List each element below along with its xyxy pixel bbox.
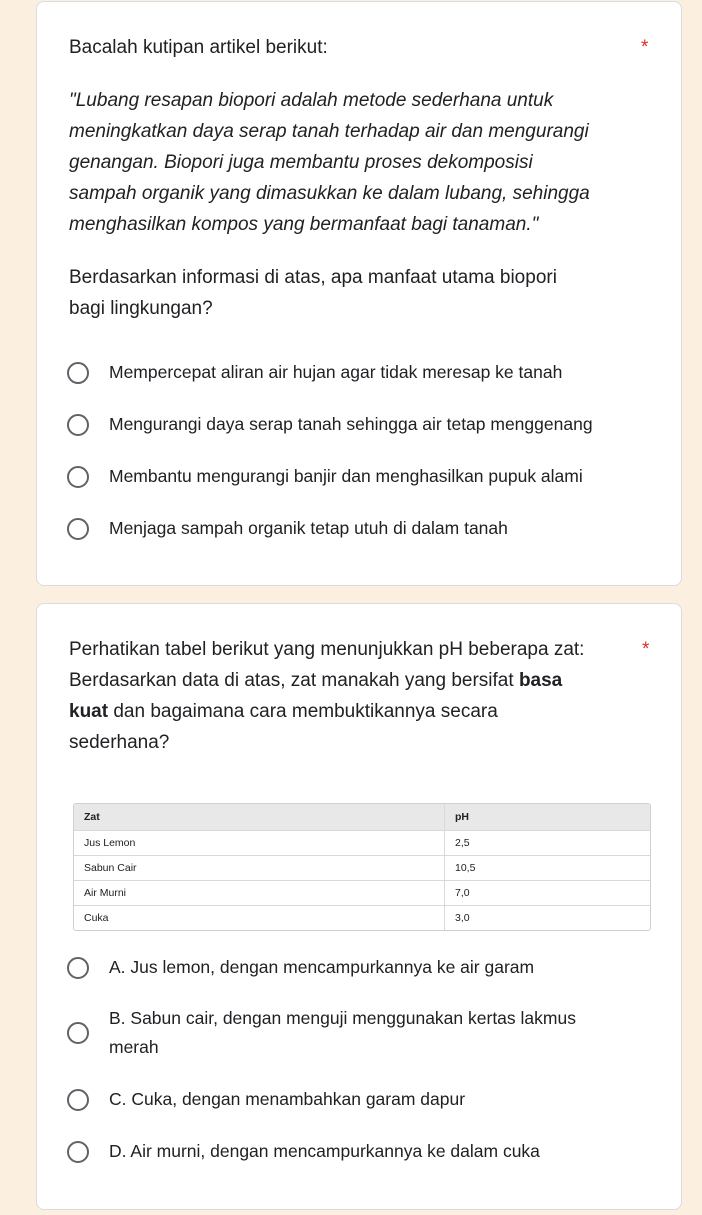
question-line: Berdasarkan informasi di atas, apa manfaat utama biopori <box>69 267 557 288</box>
radio-button[interactable] <box>67 414 89 436</box>
ph-table <box>73 803 651 931</box>
table-header-cell: Zat <box>74 804 445 830</box>
option-label: Membantu mengurangi banjir dan menghasilkan pupuk alami <box>109 466 583 486</box>
table-header-row <box>74 804 650 830</box>
option-label: Mengurangi daya serap tanah sehingga air tetap menggenang <box>109 414 593 434</box>
table-row <box>74 880 650 905</box>
table-cell: Cuka <box>74 906 445 930</box>
bold-term: basa <box>518 670 563 691</box>
table-cell: Jus Lemon <box>74 831 445 855</box>
radio-button[interactable] <box>67 1089 89 1111</box>
radio-button[interactable] <box>67 1022 89 1044</box>
radio-button[interactable] <box>67 466 89 488</box>
option-label: Mempercepat aliran air hujan agar tidak meresap ke tanah <box>109 362 563 382</box>
table-cell: 3,0 <box>455 912 470 924</box>
quote-line: sampah organik yang dimasukkan ke dalam lubang, sehingga <box>69 183 590 204</box>
option-radio-a[interactable] <box>67 953 667 982</box>
option-label-line: merah <box>109 1037 159 1057</box>
quote-line: menghasilkan kompos yang bermanfaat bagi tanaman." <box>69 214 539 235</box>
question-line: sederhana? <box>69 732 170 753</box>
question-text-part: dan bagaimana cara membuktikannya secara <box>108 701 498 722</box>
question-line <box>69 696 649 727</box>
quote-line: genangan. Biopori juga membantu proses dekomposisi <box>69 152 533 173</box>
radio-button[interactable] <box>67 362 89 384</box>
question-card-2 <box>36 603 682 1210</box>
table-cell: 2,5 <box>455 837 470 849</box>
option-radio-4[interactable] <box>67 514 667 543</box>
table-cell: Air Murni <box>74 881 445 905</box>
option-label: A. Jus lemon, dengan mencampurkannya ke air garam <box>109 957 535 977</box>
radio-button[interactable] <box>67 518 89 540</box>
required-asterisk: * <box>642 639 650 660</box>
option-label: Menjaga sampah organik tetap utuh di dalam tanah <box>109 518 508 538</box>
table-row <box>74 855 650 880</box>
radio-button[interactable] <box>67 957 89 979</box>
required-asterisk: * <box>641 37 649 58</box>
table-cell: 10,5 <box>455 862 476 874</box>
option-label <box>109 1004 576 1062</box>
table-cell: 7,0 <box>455 887 470 899</box>
radio-button[interactable] <box>67 1141 89 1163</box>
question-title: Bacalah kutipan artikel berikut: <box>69 37 328 58</box>
bold-term: kuat <box>69 701 109 722</box>
quote-line: meningkatkan daya serap tanah terhadap air dan mengurangi <box>69 121 589 142</box>
table-header-cell: pH <box>455 811 469 823</box>
quote-line: "Lubang resapan biopori adalah metode sederhana untuk <box>69 90 554 111</box>
question-line <box>69 665 649 696</box>
question-text-part: Berdasarkan data di atas, zat manakah yang bersifat <box>69 670 519 691</box>
table-row <box>74 830 650 855</box>
table-row <box>74 905 650 930</box>
article-quote <box>69 85 659 240</box>
option-label-line: B. Sabun cair, dengan menguji menggunakan kertas lakmus <box>109 1008 576 1028</box>
option-radio-c[interactable] <box>67 1085 667 1114</box>
question-card-1 <box>36 1 682 586</box>
question-text <box>69 262 639 324</box>
option-radio-b[interactable] <box>67 1004 667 1062</box>
table-cell: Sabun Cair <box>74 856 445 880</box>
option-radio-1[interactable] <box>67 358 667 387</box>
option-label: C. Cuka, dengan menambahkan garam dapur <box>109 1089 466 1109</box>
question-line: bagi lingkungan? <box>69 298 213 319</box>
question-text <box>69 665 649 758</box>
question-title: Perhatikan tabel berikut yang menunjukkan pH beberapa zat: <box>69 639 585 660</box>
option-radio-d[interactable] <box>67 1137 667 1166</box>
option-label: D. Air murni, dengan mencampurkannya ke dalam cuka <box>109 1141 540 1161</box>
option-radio-3[interactable] <box>67 462 667 491</box>
option-radio-2[interactable] <box>67 410 667 439</box>
